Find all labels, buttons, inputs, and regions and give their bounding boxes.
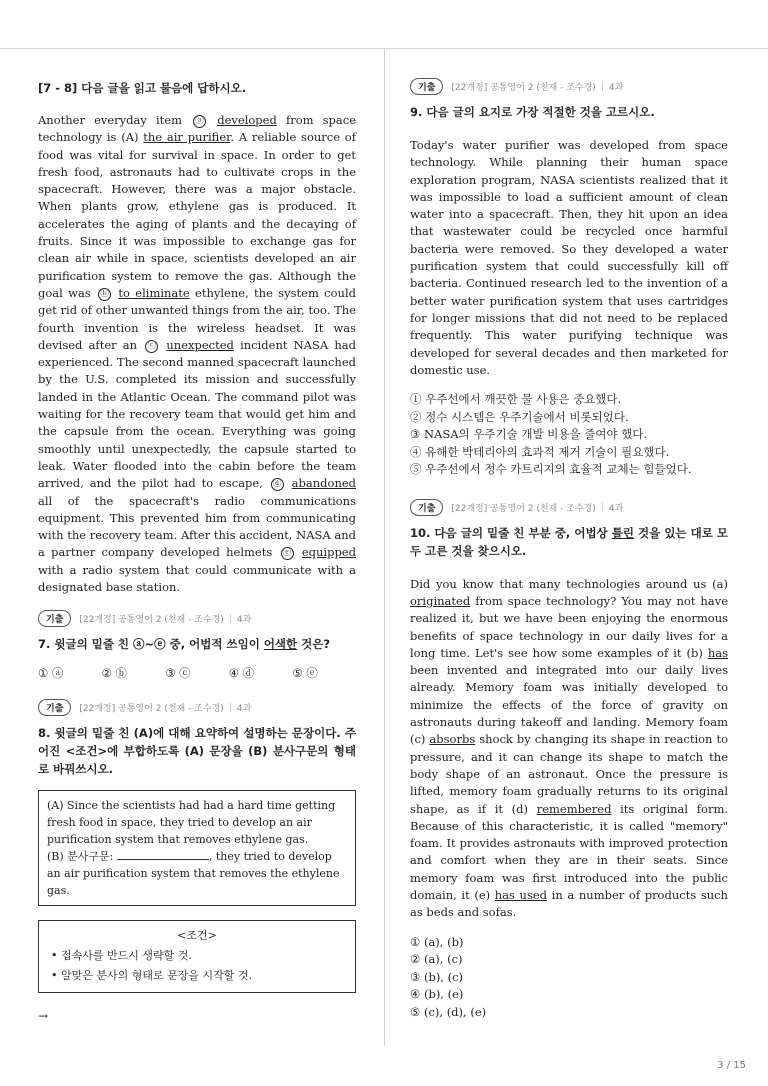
question-text: 것은? [297,637,331,652]
passage-text: ethylene, the system could get rid of other unwanted things from the air, too. The fourth invention is the wireless headset. It was devised after an [38,285,356,352]
q10-options [410,934,728,1022]
q7-source-line [38,610,356,627]
conditions-box [38,920,356,993]
question-7 [38,635,356,653]
column-divider [384,48,385,1046]
passage-9: Today's water purifier was developed from space technology. While planning their human space exploration program, NASA scientists realized that it was impossible to load a sufficient amount of clean water into a spacecraft. Then, they hit upon an idea that wastewater could be recycled once harmful bacteria were removed. So they developed a water purification system that could successfully kill off bacteria. Continued research led to the invention of a better water purification system that uses cartridges for longer missions that did not need to be replaced frequently. This water purifying technique was developed for several decades and then marketed for domestic use. [410,138,728,377]
lesson-label: 4과 [608,503,624,514]
option[interactable]: ① (a), (b) [410,934,464,949]
q8-source-line [38,699,356,716]
tag-badge: 기출 [38,699,71,716]
q10-source-line [410,499,728,516]
tag-badge: 기출 [410,78,443,95]
passage-text: its original form. Because of this characteristic, it is called "memory" foam. It provides astronauts with improved protection and comfort when they are in their seats. Since memory foam was first introduced into the public domain, it (e) [410,801,729,902]
lesson-label: 4과 [236,615,252,626]
underline-e: equipped [301,545,357,560]
condition-item: • 접속사를 반드시 생략할 것. [51,949,192,963]
passage-7-8 [38,112,356,596]
underline-b: has [707,645,728,660]
underline-b: to eliminate [118,285,190,300]
section-header: [7 - 8] 다음 글을 읽고 물음에 답하시오. [38,81,247,95]
underline-c: unexpected [166,337,234,352]
option[interactable]: ④ 유해한 박테리아의 효과적 제거 기술이 필요했다. [410,444,670,459]
option[interactable]: ③ ⓒ [165,666,191,681]
source-label: [22개정] 공통영어 2 (천재 - 조수경) [79,615,224,626]
sentence-b [47,848,347,899]
sentence-b-text: , they tried to develop an air purification system that removes the ethylene gas. [47,850,340,898]
option[interactable]: ② ⓑ [101,666,128,681]
passage-text: all of the spacecraft's radio communications equipment. This prevented him from communicating with the recovery team. After this accident, NASA and a partner company developed helmets [38,493,356,560]
question-text: 10. 다음 글의 밑줄 친 부분 중, 어법상 [410,525,612,540]
question-emphasis: 틀린 [611,525,634,540]
question-8: 8. 윗글의 밑줄 친 (A)에 대해 요약하여 설명하는 문장이다. 주어진 <조건>에 부합하도록 (A) 문장을 (B) 분사구문의 형태로 바꿔쓰시오. [38,726,356,777]
passage-text: from space technology is (A) [38,113,357,145]
lesson-label: 4과 [236,704,252,715]
option[interactable]: ① 우주선에서 깨끗한 물 사용은 중요했다. [410,392,622,407]
marker-a: ⓐ [193,115,206,128]
option[interactable]: ⑤ 우주선에서 정수 카트리지의 효율적 교체는 힘들었다. [410,462,692,477]
marker-d: ⓓ [271,478,284,491]
underline-a: originated [410,593,471,608]
option[interactable]: ③ NASA의 우주기술 개발 비용을 줄여야 했다. [410,427,648,442]
separator: | [228,613,232,624]
option[interactable]: ④ (b), (e) [410,987,464,1002]
condition-item: • 알맞은 분사의 형태로 문장을 시작할 것. [51,969,252,983]
passage-text: . A reliable source of food was vital for survival in space. In order to get fresh food, astronauts had to cultivate crops in the spacecraft. However, there was a major obstacle. When plants grow, ethylene gas is produced. It accelerates the aging of plants and the decaying of fruits. Since it was impossible to exchange gas for clean air while in space, scientists developed an air purification system to remove the gas. Although the goal was [38,130,356,300]
question-9: 9. 다음 글의 요지로 가장 적절한 것을 고르시오. [410,105,655,119]
q9-source-line [410,78,728,95]
passage-text: in a number of products such as beds and sofas. [410,888,729,920]
conditions-title: <조건> [177,929,217,943]
sentence-box [38,790,356,906]
passage-text: Did you know that many technologies around us (a) [410,576,728,591]
source-label: [22개정] 공통영어 2 (천재 - 조수경) [451,503,596,514]
marker-b: ⓑ [98,288,111,301]
question-text: 7. 윗글의 밑줄 친 ⓐ~ⓔ 중, 어법적 쓰임이 [38,637,264,652]
source-label: [22개정] 공통영어 2 (천재 - 조수경) [451,83,596,93]
sentence-b-label: (B) 분사구문: [47,850,117,864]
question-emphasis: 어색한 [263,637,298,652]
page-number: 3 / 15 [717,1060,746,1071]
answer-arrow[interactable]: → [38,1009,49,1024]
separator: | [228,702,232,713]
q9-options [410,391,728,479]
underline-c: absorbs [429,732,476,747]
passage-10 [410,576,728,922]
question-text: 것을 있는 대로 모두 고른 것을 찾으시오. [410,525,729,558]
separator: | [600,81,604,92]
underline-d: remembered [536,801,612,816]
passage-text: Another everyday item [38,113,192,127]
underline-e: has used [494,888,548,902]
passage-text: incident NASA had experienced. The second manned spacecraft launched by the U.S. completed its mission and successfully landed in the Atlantic Ocean. The command pilot was waiting for the recovery team that would get him and the capsule from the ocean. Everything was going smoothly until unexpectedly, the capsule started to leak. Water flooded into the cabin before the team arrived, and the pilot had to escape, [38,337,356,491]
option[interactable]: ⑤ ⓔ [292,666,318,681]
option[interactable]: ③ (b), (c) [410,969,464,984]
option[interactable]: ① ⓐ [38,666,64,681]
passage-text: from space technology? You may not have realized it, but we have been enjoying the enormous benefits of space technology in our daily lives for a long time. Let's see how some examples of it (b) [410,593,728,660]
option[interactable]: ⑤ (c), (d), (e) [410,1004,487,1019]
option[interactable]: ② (a), (c) [410,952,463,967]
underline-a: developed [217,113,277,127]
question-10 [410,524,728,560]
underline-A: the air purifier [143,130,231,145]
option[interactable]: ② 정수 시스템은 우주기술에서 비롯되었다. [410,409,629,424]
sentence-a: (A) Since the scientists had had a hard time getting fresh food in space, they tried to develop an air purification system that removes ethylene gas. [47,799,336,847]
tag-badge: 기출 [38,610,71,627]
marker-e: ⓔ [281,547,294,560]
underline-d: abandoned [291,476,357,491]
passage-text: been invented and integrated into our daily lives already. Memory foam was initially developed to minimize the effects of the force of gravity on astronauts during takeoff and landing. Memory foam (c) [410,663,728,747]
separator: | [600,502,604,513]
option[interactable]: ④ ⓓ [228,666,255,681]
right-column [410,78,728,1021]
lesson-label: 4과 [608,83,624,93]
passage-text: with a radio system that could communicate with a designated base station. [38,562,356,595]
passage-text: shock by changing its shape in reaction to pressure, and it can change its shape to match the body shape of an astronaut. Once the pressure is lifted, memory foam gradually returns to its original shape, as if it (d) [410,732,728,816]
answer-blank[interactable] [117,849,209,860]
left-column [38,80,356,1023]
marker-c: ⓒ [145,340,158,353]
source-label: [22개정] 공통영어 2 (천재 - 조수경) [79,704,224,715]
q7-options [38,665,356,681]
tag-badge: 기출 [410,499,443,516]
